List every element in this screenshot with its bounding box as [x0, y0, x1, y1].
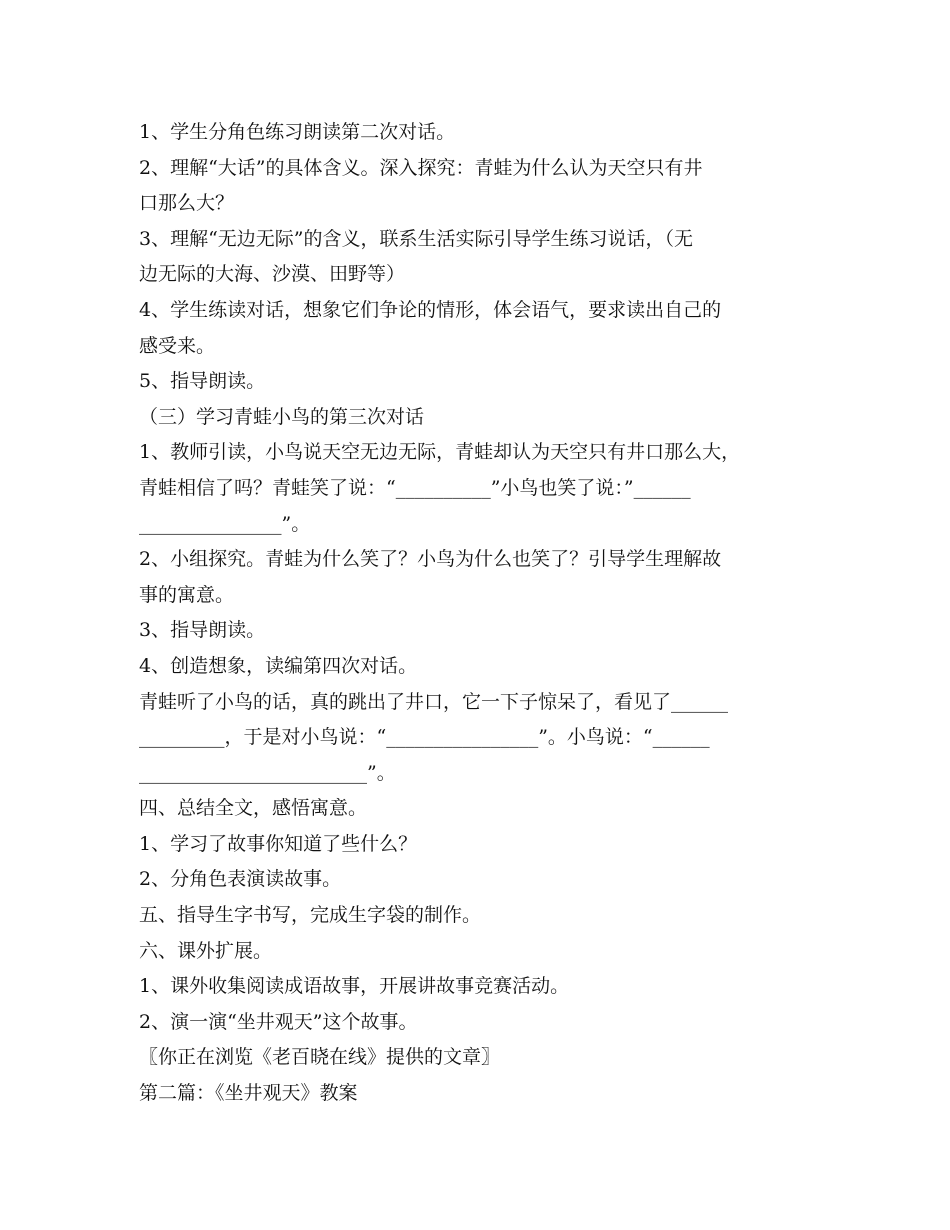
text-line: 事的寓意。 [139, 583, 235, 606]
section-heading: 五、指导生字书写，完成生字袋的制作。 [139, 904, 482, 927]
text-line: 边无际的大海、沙漠、田野等） [139, 263, 406, 286]
text-line: 5、指导朗读。 [139, 370, 266, 393]
text-line: _________，于是对小鸟说：“________________”。小鸟说：“______ [139, 726, 710, 749]
text-line: 青蛙相信了吗？青蛙笑了说：“__________”小鸟也笑了说：”______ [139, 476, 691, 499]
document-body [139, 115, 819, 1112]
section-heading: （三）学习青蛙小鸟的第三次对话 [139, 405, 425, 428]
text-line: 口那么大？ [139, 192, 235, 215]
text-line: 1、教师引读，小鸟说天空无边无际，青蛙却认为天空只有井口那么大， [139, 441, 741, 464]
text-line: 4、创造想象，读编第四次对话。 [139, 654, 418, 677]
text-line: 2、演一演“坐井观天”这个故事。 [139, 1010, 418, 1033]
text-line: 3、指导朗读。 [139, 619, 266, 642]
text-line: 4、学生练读对话，想象它们争论的情形，体会语气，要求读出自己的 [139, 298, 722, 321]
text-line: 2、小组探究。青蛙为什么笑了？小鸟为什么也笑了？引导学生理解故 [139, 548, 722, 571]
text-line: _______________”。 [139, 512, 311, 535]
text-line: ________________________”。 [139, 761, 396, 784]
text-line: 感受来。 [139, 334, 216, 357]
text-line: 1、学生分角色练习朗读第二次对话。 [139, 121, 456, 143]
text-line: 青蛙听了小鸟的话，真的跳出了井口，它一下子惊呆了，看见了______ [139, 690, 729, 713]
next-article-title: 第二篇：《坐井观天》教案 [139, 1082, 358, 1105]
text-line: 2、理解“大话”的具体含义。深入探究：青蛙为什么认为天空只有井 [139, 156, 703, 179]
text-line: 2、分角色表演读故事。 [139, 868, 342, 891]
source-note: 〖你正在浏览《老百晓在线》提供的文章〗 [139, 1046, 501, 1069]
text-line: 1、课外收集阅读成语故事，开展讲故事竞赛活动。 [139, 975, 570, 998]
section-heading: 六、课外扩展。 [139, 939, 273, 962]
text-line: 3、理解“无边无际”的含义，联系生活实际引导学生练习说话，（无 [139, 227, 694, 250]
section-heading: 四、总结全文，感悟寓意。 [139, 797, 368, 820]
text-line: 1、学习了故事你知道了些什么？ [139, 832, 418, 855]
